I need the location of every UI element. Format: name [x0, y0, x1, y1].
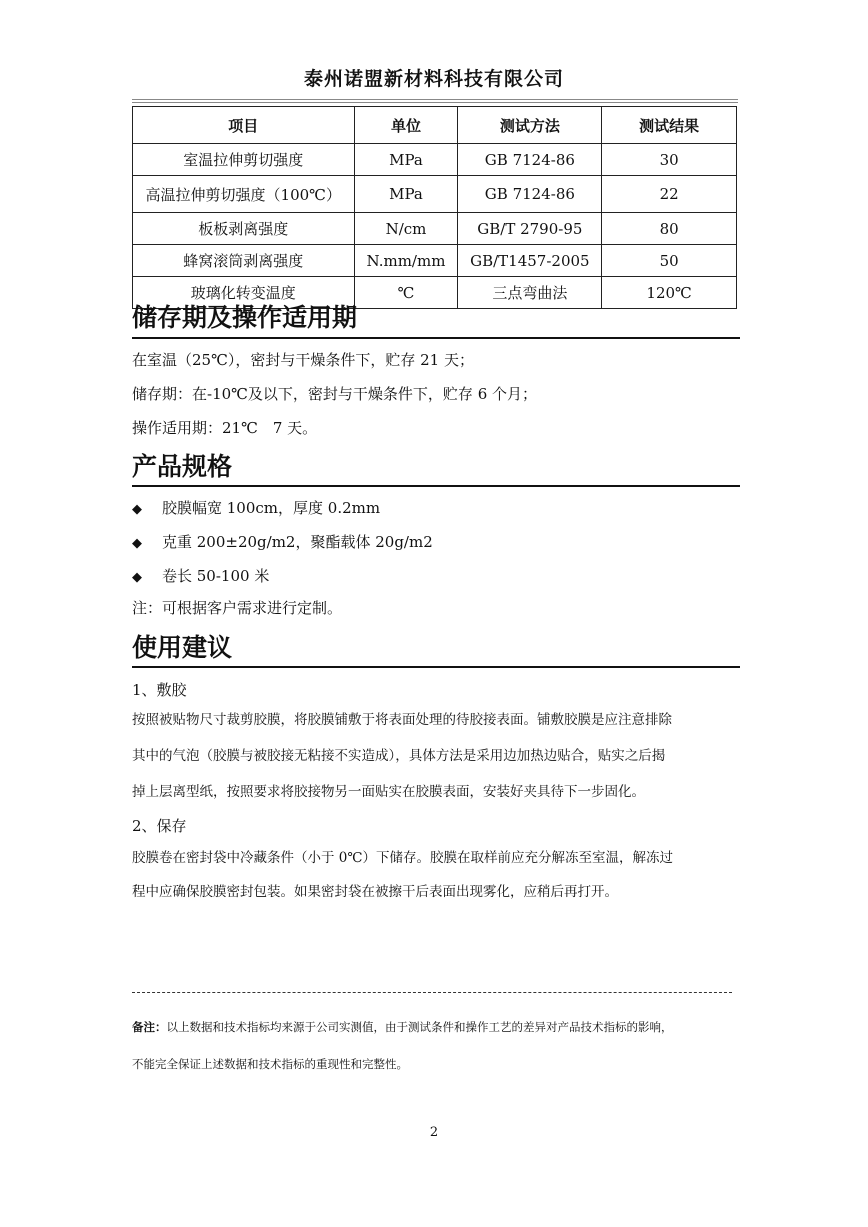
table-row — [133, 176, 737, 213]
usage-text-line: 按照被贴物尺寸裁剪胶膜，将胶膜铺敷于将表面处理的待胶接表面。铺敷胶膜是应注意排除 — [132, 712, 672, 728]
page-number: 2 — [429, 1125, 439, 1140]
footer-note: 不能完全保证上述数据和技术指标的重现性和完整性。 — [132, 1057, 408, 1071]
table-cell: 80 — [602, 213, 737, 245]
table-cell: GB 7124-86 — [458, 176, 602, 213]
list-item — [132, 566, 269, 588]
section-title-storage: 储存期及操作适用期 — [132, 303, 358, 332]
table-cell: GB/T 2790-95 — [458, 213, 602, 245]
section-title-usage: 使用建议 — [132, 633, 233, 662]
table-cell: GB/T1457-2005 — [458, 245, 602, 277]
diamond-bullet-icon: ◆ — [132, 502, 142, 517]
spec-table — [132, 106, 737, 309]
table-cell: MPa — [354, 176, 458, 213]
table-cell: 30 — [602, 144, 737, 176]
storage-line: 在室温（25℃），密封与干燥条件下，贮存 21 天； — [132, 351, 474, 369]
table-cell: 22 — [602, 176, 737, 213]
usage-text-line: 其中的气泡（胶膜与被胶接无粘接不实造成），具体方法是采用边加热边贴合，贴实之后揭 — [132, 748, 666, 764]
section-title-specs: 产品规格 — [132, 452, 233, 481]
table-cell: MPa — [354, 144, 458, 176]
table-cell: N/cm — [354, 213, 458, 245]
table-header-row — [133, 107, 737, 144]
list-item — [132, 532, 433, 554]
spec-item-text: 胶膜幅宽 100cm，厚度 0.2mm — [162, 499, 381, 517]
list-item — [132, 498, 380, 520]
table-cell: 玻璃化转变温度 — [133, 277, 355, 309]
footer-note — [132, 1018, 673, 1036]
storage-line: 储存期：在-10℃及以下，密封与干燥条件下，贮存 6 个月； — [132, 385, 538, 403]
table-cell: 50 — [602, 245, 737, 277]
table-row — [133, 213, 737, 245]
diamond-bullet-icon: ◆ — [132, 570, 142, 585]
company-header: 泰州诺盟新材料科技有限公司 — [303, 68, 564, 90]
table-cell: N.mm/mm — [354, 245, 458, 277]
diamond-bullet-icon: ◆ — [132, 536, 142, 551]
footer-divider — [132, 992, 732, 993]
spec-item-text: 克重 200±20g/m2，聚酯载体 20g/m2 — [162, 533, 433, 551]
column-header: 测试结果 — [602, 107, 737, 144]
usage-heading: 2、保存 — [132, 817, 187, 835]
header-rule — [132, 102, 738, 103]
column-header: 项目 — [133, 107, 355, 144]
table-cell: 高温拉伸剪切强度（100℃） — [133, 176, 355, 213]
spec-item-text: 卷长 50-100 米 — [162, 567, 270, 585]
table-cell: 室温拉伸剪切强度 — [133, 144, 355, 176]
section-rule — [132, 485, 740, 487]
column-header: 测试方法 — [458, 107, 602, 144]
spec-note: 注：可根据客户需求进行定制。 — [132, 599, 343, 617]
usage-text-line: 胶膜卷在密封袋中冷藏条件（小于 0℃）下储存。胶膜在取样前应充分解冻至室温，解冻过 — [132, 850, 673, 866]
column-header: 单位 — [354, 107, 458, 144]
table-row — [133, 245, 737, 277]
table-cell: 蜂窝滚筒剥离强度 — [133, 245, 355, 277]
footer-note-text: 以上数据和技术指标均来源于公司实测值，由于测试条件和操作工艺的差异对产品技术指标的影响， — [166, 1020, 673, 1034]
table-cell: GB 7124-86 — [458, 144, 602, 176]
usage-heading: 1、敷胶 — [132, 681, 187, 699]
footer-note-label: 备注： — [132, 1020, 167, 1034]
section-rule — [132, 666, 740, 668]
table-cell: 120℃ — [602, 277, 737, 309]
table-cell: 三点弯曲法 — [458, 277, 602, 309]
section-rule — [132, 337, 740, 339]
table-cell: 板板剥离强度 — [133, 213, 355, 245]
usage-text-line: 程中应确保胶膜密封包装。如果密封袋在被擦干后表面出现雾化，应稍后再打开。 — [132, 884, 618, 900]
table-row — [133, 144, 737, 176]
header-rule — [132, 99, 738, 100]
storage-line: 操作适用期：21℃ 7 天。 — [132, 419, 318, 437]
table-cell: ℃ — [354, 277, 458, 309]
usage-text-line: 掉上层离型纸，按照要求将胶接物另一面贴实在胶膜表面，安装好夹具待下一步固化。 — [132, 784, 645, 800]
